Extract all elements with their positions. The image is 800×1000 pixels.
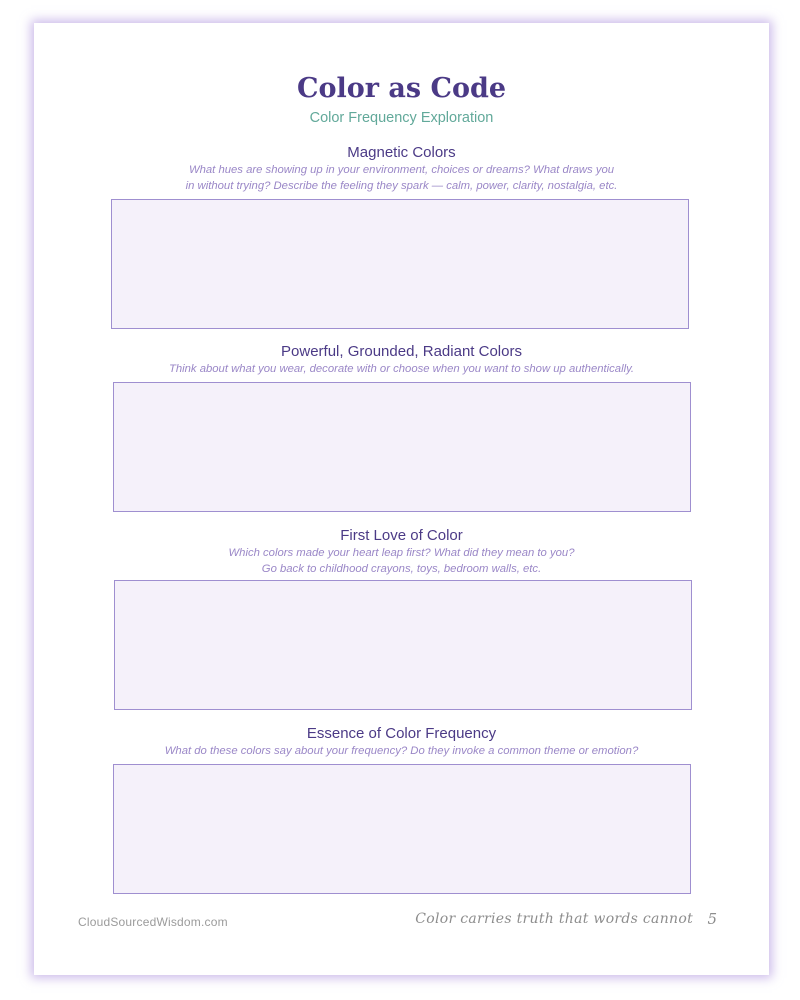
answer-box-powerful-colors[interactable] [113, 382, 691, 512]
page-subtitle: Color Frequency Exploration [309, 110, 494, 126]
prompt-line: What hues are showing up in your environment, choices or dreams? What draws you [188, 164, 615, 176]
answer-box-essence-of-color[interactable] [113, 764, 691, 894]
section-prompt-first-love-of-color [34, 545, 769, 577]
section-prompt-magnetic-colors [34, 162, 769, 194]
section-prompt-powerful-colors [34, 361, 769, 377]
footer-tagline: Color carries truth that words cannot [415, 911, 693, 927]
answer-box-magnetic-colors[interactable] [111, 199, 689, 329]
prompt-line: What do these colors say about your frequency? Do they invoke a common theme or emotion? [164, 745, 639, 757]
prompt-line: in without trying? Describe the feeling they spark — calm, power, clarity, nostalgia, etc. [185, 180, 618, 192]
section-title-first-love-of-color: First Love of Color [340, 527, 463, 544]
prompt-line: Which colors made your heart leap first? What did they mean to you? [228, 547, 575, 559]
page-title: Color as Code [296, 73, 507, 104]
worksheet-page [34, 23, 769, 975]
section-title-powerful-colors: Powerful, Grounded, Radiant Colors [281, 343, 522, 360]
prompt-line: Go back to childhood crayons, toys, bedroom walls, etc. [261, 563, 542, 575]
section-title-magnetic-colors: Magnetic Colors [347, 144, 456, 161]
section-prompt-essence-of-color [34, 743, 769, 759]
footer-website: CloudSourcedWisdom.com [78, 915, 228, 929]
section-title-essence-of-color: Essence of Color Frequency [306, 725, 497, 742]
answer-box-first-love-of-color[interactable] [114, 580, 692, 710]
prompt-line: Think about what you wear, decorate with or choose when you want to show up authentically. [168, 363, 635, 375]
page-number: 5 [707, 910, 717, 928]
